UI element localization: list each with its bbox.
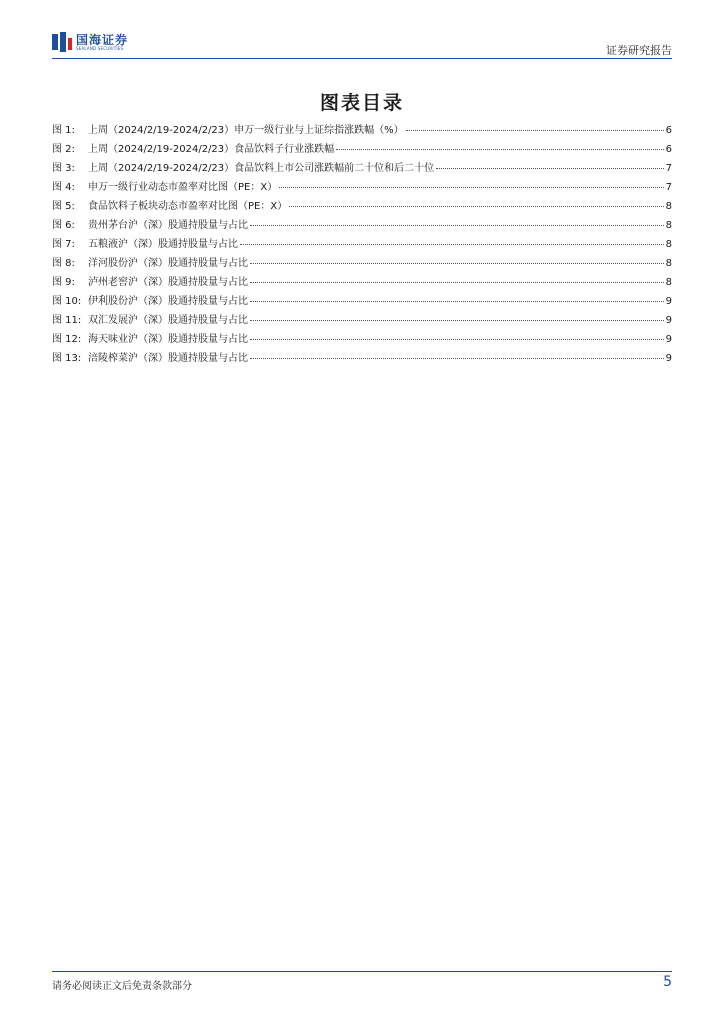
toc-entry-label: 图 6:	[52, 220, 75, 231]
toc-entry-page: 8	[665, 258, 672, 269]
toc-entry[interactable]	[52, 311, 672, 330]
toc-leader	[250, 263, 664, 264]
report-type: 证券研究报告	[606, 44, 672, 57]
toc-entry-text: 海天味业沪（深）股通持股量与占比	[88, 334, 248, 345]
toc-title: 图表目录	[319, 92, 404, 114]
toc-leader	[250, 282, 664, 283]
toc-entry[interactable]	[52, 159, 672, 178]
toc-entry-page: 7	[665, 182, 672, 193]
toc-entry-label: 图 1:	[52, 125, 75, 136]
toc-entry-page: 8	[665, 201, 672, 212]
header-divider	[52, 58, 672, 59]
toc-leader	[406, 130, 664, 131]
toc-leader	[436, 168, 663, 169]
toc-entry-label: 图 11:	[52, 315, 82, 326]
toc-entry-page: 9	[665, 334, 672, 345]
toc-entry-text: 上周（2024/2/19-2024/2/23）申万一级行业与上证综指涨跌幅（%）	[88, 125, 404, 136]
toc-entry-label: 图 12:	[52, 334, 82, 345]
toc-entry[interactable]	[52, 235, 672, 254]
toc-entry[interactable]	[52, 178, 672, 197]
toc-leader	[240, 244, 664, 245]
toc-leader	[250, 339, 664, 340]
toc-entry-page: 8	[665, 220, 672, 231]
toc-entry-label: 图 7:	[52, 239, 75, 250]
toc-entry-page: 9	[665, 296, 672, 307]
toc-entry[interactable]	[52, 140, 672, 159]
toc-entry-label: 图 13:	[52, 353, 82, 364]
toc-entry-label: 图 9:	[52, 277, 75, 288]
toc-leader	[336, 149, 663, 150]
toc-entry[interactable]	[52, 349, 672, 368]
toc-entry-text: 申万一级行业动态市盈率对比图（PE：X）	[88, 182, 278, 193]
toc-entry-text: 五粮液沪（深）股通持股量与占比	[88, 239, 238, 250]
toc-entry-text: 泸州老窖沪（深）股通持股量与占比	[88, 277, 248, 288]
toc-entry-label: 图 5:	[52, 201, 75, 212]
toc-entry-text: 双汇发展沪（深）股通持股量与占比	[88, 315, 248, 326]
toc-entry-page: 9	[665, 315, 672, 326]
toc-entry[interactable]	[52, 273, 672, 292]
toc-leader	[289, 206, 663, 207]
disclaimer-note: 请务必阅读正文后免责条款部分	[52, 981, 192, 992]
toc-entry[interactable]	[52, 216, 672, 235]
toc-entry-page: 8	[665, 277, 672, 288]
toc-entry-text: 涪陵榨菜沪（深）股通持股量与占比	[88, 353, 248, 364]
page-header	[52, 28, 672, 58]
logo-icon	[52, 32, 72, 52]
toc-entry-text: 上周（2024/2/19-2024/2/23）食品饮料子行业涨跌幅	[88, 144, 335, 155]
toc-entry[interactable]	[52, 121, 672, 140]
figure-toc	[52, 121, 672, 368]
toc-entry-page: 6	[665, 144, 672, 155]
toc-entry-label: 图 2:	[52, 144, 75, 155]
toc-entry[interactable]	[52, 330, 672, 349]
toc-entry-label: 图 3:	[52, 163, 75, 174]
footer-divider	[52, 971, 672, 972]
toc-entry-page: 8	[665, 239, 672, 250]
toc-leader	[279, 187, 663, 188]
toc-entry[interactable]	[52, 197, 672, 216]
toc-entry-page: 9	[665, 353, 672, 364]
toc-leader	[250, 301, 664, 302]
toc-entry-text: 食品饮料子板块动态市盈率对比图（PE：X）	[88, 201, 288, 212]
page-number: 5	[663, 974, 672, 990]
toc-entry-text: 洋河股份沪（深）股通持股量与占比	[88, 258, 248, 269]
logo-name-en: SEALAND SECURITIES	[76, 45, 124, 51]
toc-leader	[250, 358, 664, 359]
logo-name-cn: 国海证券	[76, 32, 129, 47]
toc-entry-label: 图 4:	[52, 182, 75, 193]
company-logo	[52, 30, 128, 54]
toc-entry-page: 6	[665, 125, 672, 136]
toc-entry-text: 上周（2024/2/19-2024/2/23）食品饮料上市公司涨跌幅前二十位和后二十位	[88, 163, 435, 174]
toc-leader	[250, 320, 664, 321]
toc-entry-text: 贵州茅台沪（深）股通持股量与占比	[88, 220, 248, 231]
toc-entry-label: 图 8:	[52, 258, 75, 269]
toc-entry[interactable]	[52, 292, 672, 311]
toc-entry-text: 伊利股份沪（深）股通持股量与占比	[88, 296, 248, 307]
toc-entry-page: 7	[665, 163, 672, 174]
toc-leader	[250, 225, 664, 226]
toc-entry-label: 图 10:	[52, 296, 82, 307]
toc-entry[interactable]	[52, 254, 672, 273]
